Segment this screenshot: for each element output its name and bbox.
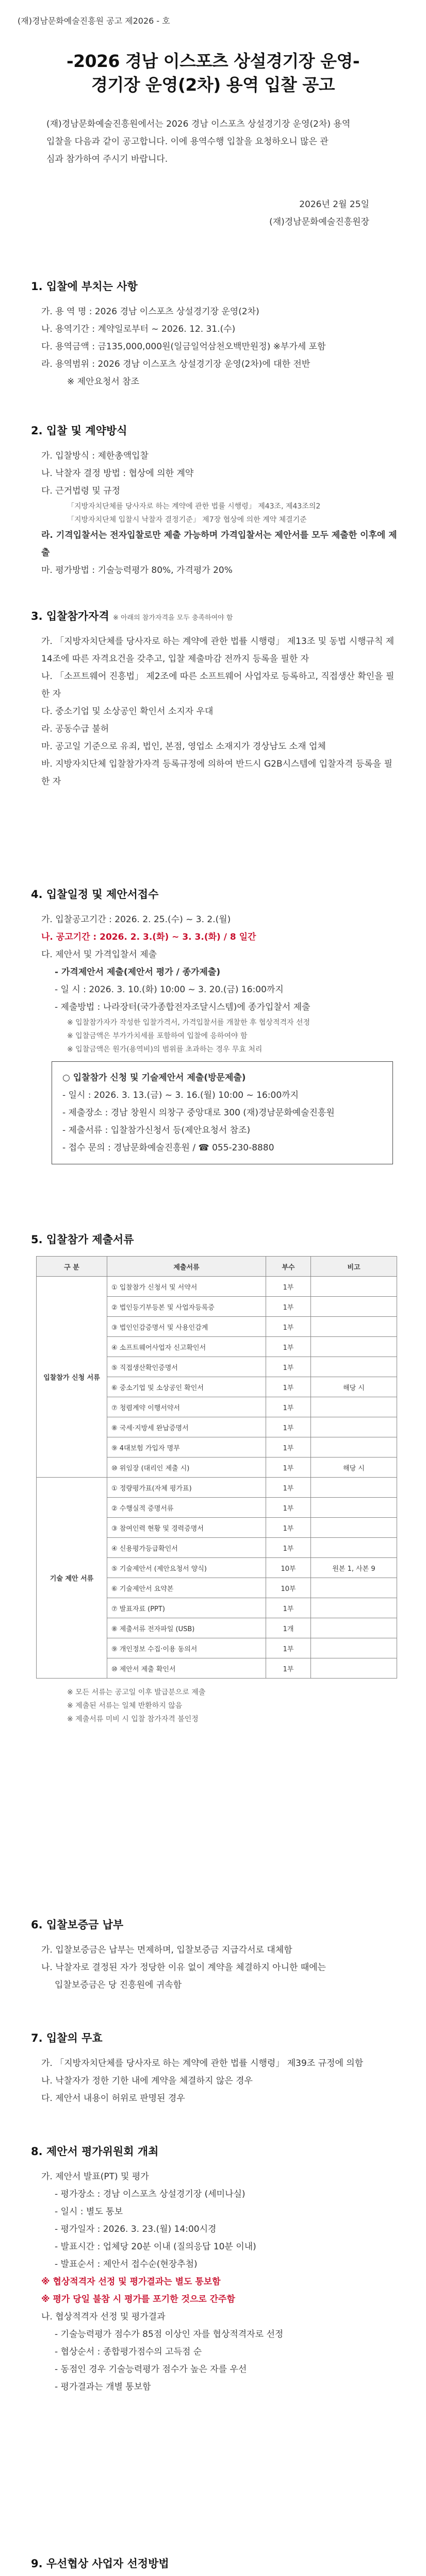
table-cell-qty: 1부 (266, 1437, 311, 1458)
table-cell-document: ⑨ 4대보험 가입자 명부 (107, 1437, 266, 1458)
table-cell-qty: 1부 (266, 1317, 311, 1337)
section-item: 다. 중소기업 및 소상공인 확인서 소지자 우대 (41, 706, 214, 717)
section-2 (31, 422, 402, 579)
table-cell-qty: 10부 (266, 1578, 311, 1598)
documents-table (36, 1256, 397, 1679)
table-cell-category: 기술 제안 서류 (37, 1478, 107, 1679)
table-cell-note: 해당 시 (311, 1458, 397, 1478)
section-item: 가. 「지방자치단체를 당사자로 하는 계약에 관한 법률 시행령」 제39조 규정에 의함 (41, 2058, 364, 2069)
section-title: 2. 입찰 및 계약방식 (31, 425, 127, 437)
table-cell-note (311, 1538, 397, 1558)
intro-line: 심과 참가하여 주시기 바랍니다. (46, 154, 168, 164)
section-note: ※ 제출서류 미비 시 입찰 참가자격 불인정 (67, 1715, 199, 1723)
section-title: 8. 제안서 평가위원회 개최 (31, 2145, 159, 2158)
table-cell-document: ④ 신용평가등급확인서 (107, 1538, 266, 1558)
intro-line: (재)경남문화예술진흥원에서는 2026 경남 이스포츠 상설경기장 운영(2차) 용역 (46, 119, 351, 129)
section-item: 가. 제안서 발표(PT) 및 평가 (41, 2172, 149, 2182)
section-item: 나. 용역기간 : 계약일로부터 ~ 2026. 12. 31.(수) (41, 324, 236, 334)
section-item: 다. 제안서 내용이 허위로 판명된 경우 (41, 2093, 185, 2104)
section-item: 바. 지방자치단체 입찰참가자격 등록규정에 의하여 반드시 G2B시스템에 입찰자격 등록을 필한 자 (41, 759, 392, 787)
table-cell-note (311, 1478, 397, 1498)
box-item: - 제출장소 : 경남 창원시 의창구 중앙대로 300 (재)경남문화예술진흥원 (62, 1108, 335, 1118)
section-item: 나. 「소프트웨어 진흥법」 제2조에 따른 소프트웨어 사업자로 등록하고, 직접생산 확인을 필한 자 (41, 671, 395, 699)
section-item: 나. 낙찰자로 결정된 자가 정당한 이유 없이 계약을 체결하지 아니한 때에는 (41, 1962, 326, 1973)
section-item: - 기술능력평가 점수가 85점 이상인 자를 협상적격자로 선정 (55, 2329, 284, 2340)
date-block (269, 196, 369, 231)
section-3 (31, 608, 402, 790)
documents-table-body (37, 1277, 397, 1679)
box-item: - 일시 : 2026. 3. 13.(금) ~ 3. 16.(월) 10:00 ~ 16:00까지 (62, 1090, 299, 1100)
table-cell-document: ⑤ 기술제안서 (제안요청서 양식) (107, 1558, 266, 1578)
table-cell-note (311, 1598, 397, 1618)
table-cell-qty: 1개 (266, 1618, 311, 1638)
table-cell-document: ② 수행실적 증명서류 (107, 1498, 266, 1518)
table-cell-category: 입찰참가 신청 서류 (37, 1277, 107, 1478)
table-cell-document: ③ 참여인력 현황 및 경력증명서 (107, 1518, 266, 1538)
table-cell-qty: 1부 (266, 1598, 311, 1618)
intro-line: 입찰을 다음과 같이 공고합니다. 이에 용역수행 입찰을 요청하오니 많은 관 (46, 137, 329, 147)
table-cell-qty: 1부 (266, 1397, 311, 1417)
section-item: 마. 공고일 기준으로 유죄, 법인, 본점, 영업소 소재지가 경상남도 소재 업체 (41, 741, 326, 752)
table-cell-note (311, 1638, 397, 1658)
table-cell-document: ① 정량평가표(자체 평가표) (107, 1478, 266, 1498)
section-item: 가. 입찰방식 : 제한총액입찰 (41, 451, 149, 461)
table-cell-document: ⑦ 청렴계약 이행서약서 (107, 1397, 266, 1417)
table-row (37, 1478, 397, 1498)
table-cell-note (311, 1337, 397, 1357)
table-cell-document: ③ 법인인감증명서 및 사용인감계 (107, 1317, 266, 1337)
table-cell-document: ⑩ 위임장 (대리인 제출 시) (107, 1458, 266, 1478)
title-area (0, 49, 426, 97)
section-item: 다. 용역금액 : 금135,000,000원(일금일억삼천오백만원정) ※부가세 포함 (41, 342, 326, 352)
table-cell-qty: 1부 (266, 1538, 311, 1558)
table-cell-document: ⑥ 중소기업 및 소상공인 확인서 (107, 1377, 266, 1397)
section-note: ※ 입찰금액은 부가가치세를 포함하여 입찰에 응하여야 함 (67, 1032, 248, 1040)
section-9 (31, 2555, 402, 2576)
section-item: - 일시 : 별도 통보 (55, 2207, 123, 2217)
section-note: ※ 입찰참가자가 작성한 입찰가격서, 가격입찰서를 개찰한 후 협상적격자 선정 (67, 1019, 310, 1027)
table-cell-qty: 1부 (266, 1417, 311, 1437)
table-cell-note (311, 1397, 397, 1417)
table-cell-note (311, 1618, 397, 1638)
section-item: 가. 입찰보증금은 납부는 면제하며, 입찰보증금 지급각서로 대체함 (41, 1945, 292, 1955)
section-item: 나. 낙찰자 결정 방법 : 협상에 의한 계약 (41, 468, 194, 479)
table-cell-qty: 1부 (266, 1638, 311, 1658)
issuing-org: (재)경남문화예술진흥원장 (269, 217, 369, 227)
section-item-red: ※ 평가 당일 불참 시 평가를 포기한 것으로 간주함 (41, 2294, 235, 2304)
section-item: - 발표시간 : 업체당 20분 이내 (질의응답 10분 이내) (55, 2242, 256, 2252)
table-cell-document: ⑦ 발표자료 (PPT) (107, 1598, 266, 1618)
table-cell-note (311, 1578, 397, 1598)
section-item: - 일 시 : 2026. 3. 10.(화) 10:00 ~ 3. 20.(금) 16:00까지 (55, 985, 284, 995)
section-item: 가. 입찰공고기간 : 2026. 2. 25.(수) ~ 3. 2.(월) (41, 914, 231, 925)
table-cell-note (311, 1297, 397, 1317)
section-item: 나. 협상적격자 선정 및 평가결과 (41, 2312, 166, 2322)
section-note: ※ 입찰금액은 원가(용역비)의 범위를 초과하는 경우 무효 처리 (67, 1045, 263, 1054)
section-item: ※ 제안요청서 참조 (67, 377, 140, 387)
section-title (31, 608, 402, 623)
section-8 (31, 2143, 402, 2396)
title-line-2: 경기장 운영(2차) 용역 입찰 공고 (91, 75, 335, 95)
section-note: ※ 모든 서류는 공고일 이후 발급분으로 제출 (67, 1688, 206, 1697)
table-cell-qty: 1부 (266, 1658, 311, 1679)
title-line-1: -2026 경남 이스포츠 상설경기장 운영- (66, 51, 360, 71)
table-cell-note (311, 1658, 397, 1679)
section-title: 4. 입찰일정 및 제안서접수 (31, 888, 159, 901)
table-cell-note (311, 1437, 397, 1458)
table-cell-note (311, 1357, 397, 1377)
section-item-red: ※ 협상적격자 선정 및 평가결과는 별도 통보함 (41, 2277, 221, 2287)
table-cell-document: ① 입찰참가 신청서 및 서약서 (107, 1277, 266, 1297)
table-cell-qty: 1부 (266, 1277, 311, 1297)
table-cell-note (311, 1317, 397, 1337)
box-item: ○ 입찰참가 신청 및 기술제안서 제출(방문제출) (62, 1073, 246, 1083)
table-cell-qty: 1부 (266, 1297, 311, 1317)
table-cell-document: ⑨ 개인정보 수집·이용 동의서 (107, 1638, 266, 1658)
section-4 (31, 886, 402, 1170)
section-item: 라. 기격입찰서는 전자입찰로만 제출 가능하며 가격입찰서는 제안서를 모두 제출한 이후에 제출 (41, 530, 397, 558)
section-item: - 평가장소 : 경남 이스포츠 상설경기장 (세미나실) (55, 2189, 245, 2199)
section-item: 마. 평가방법 : 기술능력평가 80%, 가격평가 20% (41, 565, 233, 575)
table-cell-note (311, 1417, 397, 1437)
section-item: - 가격제안서 제출(제안서 평가 / 종가제출) (55, 967, 221, 977)
section-title: 7. 입찰의 무효 (31, 2032, 103, 2044)
section-item: 라. 공동수급 불허 (41, 724, 109, 734)
table-cell-document: ⑤ 직접생산확인증명서 (107, 1357, 266, 1377)
table-cell-qty: 1부 (266, 1478, 311, 1498)
section-item: - 협상순서 : 종합평가점수의 고득점 순 (55, 2347, 202, 2357)
section-1 (31, 278, 402, 391)
table-cell-document: ⑧ 제출서류 전자파일 (USB) (107, 1618, 266, 1638)
section-item: - 평가일자 : 2026. 3. 23.(월) 14:00시경 (55, 2224, 217, 2234)
intro-paragraph (46, 115, 397, 168)
section-7 (31, 2030, 402, 2107)
table-cell-document: ④ 소프트웨어사업자 신고확인서 (107, 1337, 266, 1357)
section-6 (31, 1917, 402, 1994)
table-cell-qty: 1부 (266, 1377, 311, 1397)
section-5 (31, 1231, 402, 1726)
table-header: 제출서류 (107, 1257, 266, 1277)
section-note: ※ 제출된 서류는 일체 반환하지 않음 (67, 1702, 183, 1710)
section-title: 9. 우선협상 사업자 선정방법 (31, 2557, 169, 2570)
table-cell-qty: 1부 (266, 1357, 311, 1377)
table-cell-note (311, 1498, 397, 1518)
table-cell-note (311, 1277, 397, 1297)
table-header: 부수 (266, 1257, 311, 1277)
table-cell-note (311, 1518, 397, 1538)
table-header-row (37, 1257, 397, 1277)
section-note: 「지방자치단체를 당사자로 하는 계약에 관한 법률 시행령」 제43조, 제43조의2 (67, 502, 321, 511)
table-header: 구 분 (37, 1257, 107, 1277)
table-cell-note: 원본 1, 사본 9 (311, 1558, 397, 1578)
table-cell-qty: 1부 (266, 1498, 311, 1518)
table-cell-document: ⑥ 기술제안서 요약본 (107, 1578, 266, 1598)
section-item: - 평가결과는 개별 통보함 (55, 2382, 151, 2392)
table-cell-document: ② 법인등기부등본 및 사업자등록증 (107, 1297, 266, 1317)
table-row (37, 1277, 397, 1297)
table-cell-qty: 1부 (266, 1458, 311, 1478)
section-title: 6. 입찰보증금 납부 (31, 1919, 124, 1931)
notice-number: (재)경남문화예술진흥원 공고 제2026 - 호 (18, 16, 170, 26)
table-cell-qty: 1부 (266, 1337, 311, 1357)
section-item: 가. 「지방자치단체를 당사자로 하는 계약에 관한 법률 시행령」 제13조 및 동법 시행규칙 제14조에 따른 자격요건을 갖추고, 입찰 제출마감 전까지 등록을 필한 자 (41, 636, 395, 664)
section-item: 다. 제안서 및 가격입찰서 제출 (41, 950, 157, 960)
table-header: 비고 (311, 1257, 397, 1277)
section-item: - 동점인 경우 기술능력평가 점수가 높은 자를 우선 (55, 2364, 247, 2375)
section-item: 다. 근거법령 및 규정 (41, 486, 120, 496)
section-note: ※ 아래의 참가자격을 모두 충족하여야 함 (112, 614, 233, 622)
section-title: 1. 입찰에 부치는 사항 (31, 280, 138, 293)
section-title: 5. 입찰참가 제출서류 (31, 1233, 134, 1246)
table-cell-document: ⑧ 국세·지방세 완납증명서 (107, 1417, 266, 1437)
section-item: 입찰보증금은 당 진흥원에 귀속함 (55, 1980, 182, 1990)
section-item: - 제출방법 : 나라장터(국가종합전자조달시스템)에 종가입찰서 제출 (55, 1002, 310, 1012)
box-item: - 제출서류 : 입찰참가신청서 등(제안요청서 참조) (62, 1125, 251, 1136)
table-cell-qty: 1부 (266, 1518, 311, 1538)
section-item: - 발표순서 : 제안서 접수순(현장추첨) (55, 2259, 198, 2269)
table-cell-note: 해당 시 (311, 1377, 397, 1397)
box-item: - 접수 문의 : 경남문화예술진흥원 / ☎ 055-230-8880 (62, 1143, 274, 1153)
section-item: 라. 용역범위 : 2026 경남 이스포츠 상설경기장 운영(2차)에 대한 전반 (41, 359, 310, 369)
notice-date: 2026년 2월 25일 (299, 199, 369, 210)
section-item: 나. 낙찰자가 정한 기한 내에 계약을 체결하지 않은 경우 (41, 2076, 253, 2086)
section-note: 「지방자치단체 입찰시 낙찰자 결정기준」 제7장 협상에 의한 계약 체결기준 (67, 516, 307, 524)
submission-box (52, 1061, 393, 1164)
section-item: 나. 공고기간 : 2026. 2. 3.(화) ~ 3. 3.(화) / 8 일간 (41, 932, 256, 942)
table-cell-qty: 10부 (266, 1558, 311, 1578)
section-item: 가. 용 역 명 : 2026 경남 이스포츠 상설경기장 운영(2차) (41, 307, 259, 317)
table-cell-document: ⑩ 제안서 제출 확인서 (107, 1658, 266, 1679)
section-title-text: 3. 입찰참가자격 (31, 610, 109, 622)
